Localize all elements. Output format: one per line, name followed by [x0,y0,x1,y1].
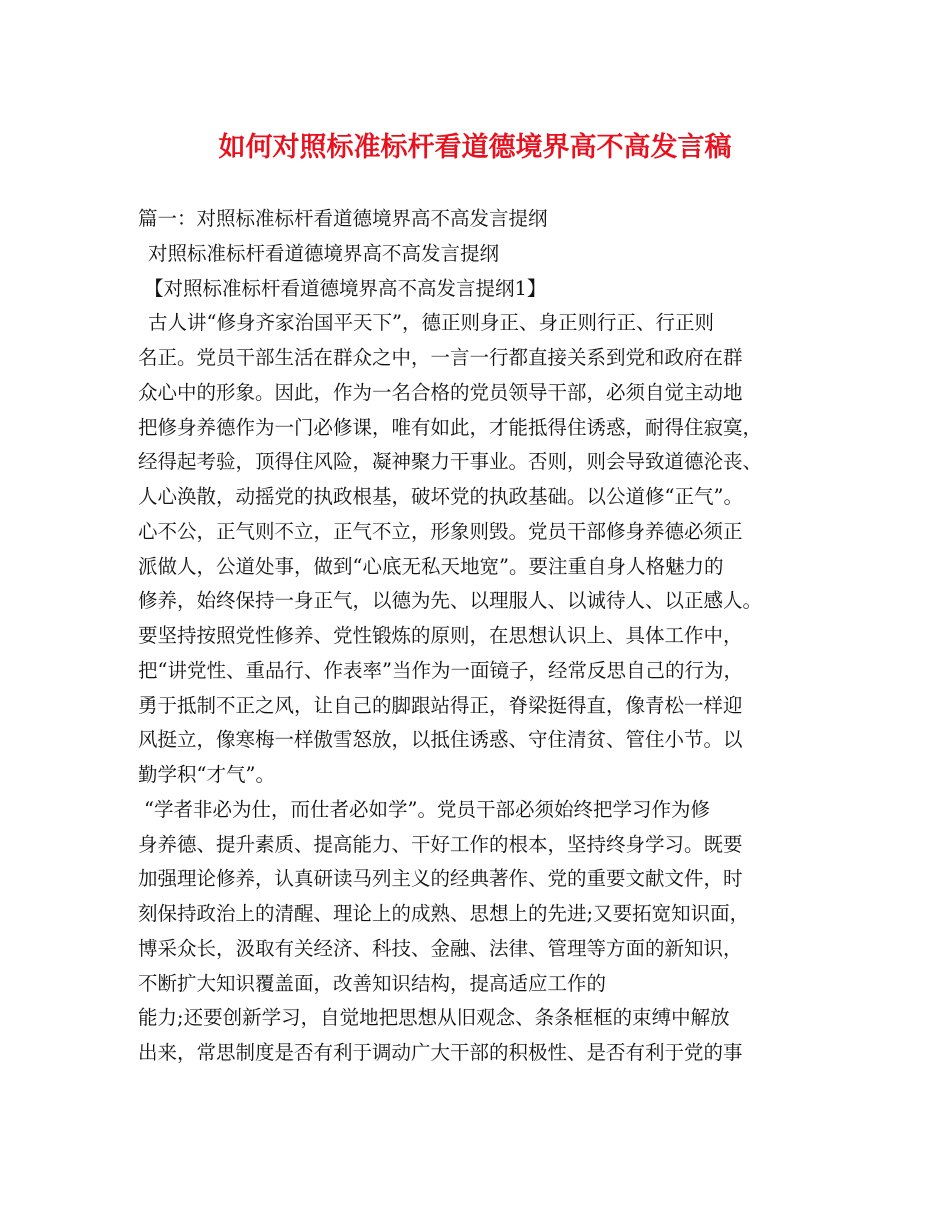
text-line: 加强理论修养，认真研读马列主义的经典著作、党的重要文献文件，时 [138,867,743,891]
text-line: 出来，常思制度是否有利于调动广大干部的积极性、是否有利于党的事 [138,1041,743,1064]
text-line: 博采众长，汲取有关经济、科技、金融、法律、管理等方面的新知识， [138,936,743,960]
text-line: 能力;还要创新学习，自觉地把思想从旧观念、条条框框的束缚中解放 [138,1006,730,1030]
text-line: “学者非必为仕，而仕者必如学”。党员干部必须始终把学习作为修 [144,797,710,821]
text-line: 对照标准标杆看道德境界高不高发言提纲 [148,241,500,265]
document-title: 如何对照标准标杆看道德境界高不高发言稿 [218,132,732,163]
text-line: 勇于抵制不正之风，让自己的脚跟站得正，脊梁挺得直，像青松一样迎 [138,693,743,717]
text-line: 篇一：对照标准标杆看道德境界高不高发言提纲 [138,207,548,230]
text-line: 古人讲“修身齐家治国平天下”，德正则身正、身正则行正、行正则 [148,311,714,335]
document-body [138,202,838,1071]
text-line: 不断扩大知识覆盖面，改善知识结构，提高适应工作的 [138,971,607,995]
text-line: 众心中的形象。因此，作为一名合格的党员领导干部，必须自觉主动地 [138,380,743,404]
text-line: 心不公，正气则不立，正气不立，形象则毁。党员干部修身养德必须正 [138,519,743,543]
text-line: 修养，始终保持一身正气，以德为先、以理服人、以诚待人、以正感人。 [138,589,763,613]
text-line: 经得起考验，顶得住风险，凝神聚力干事业。否则，则会导致道德沦丧、 [138,450,763,474]
text-line: 人心涣散，动摇党的执政根基，破坏党的执政基础。以公道修“正气”。 [138,485,743,508]
text-line: 风挺立，像寒梅一样傲雪怒放，以抵住诱惑、守住清贫、管住小节。以 [138,728,743,752]
text-line: 派做人，公道处事，做到“心底无私天地宽”。要注重自身人格魅力的 [138,554,724,578]
text-line: 【对照标准标杆看道德境界高不高发言提纲1】 [144,276,547,300]
text-line: 把“讲党性、重品行、作表率”当作为一面镜子，经常反思自己的行为， [138,658,743,682]
text-line: 刻保持政治上的清醒、理论上的成熟、思想上的先进;又要拓宽知识面， [138,902,750,925]
text-line: 勤学积“才气”。 [138,763,275,786]
text-line: 名正。党员干部生活在群众之中，一言一行都直接关系到党和政府在群 [138,346,743,369]
text-line: 要坚持按照党性修养、党性锻炼的原则，在思想认识上、具体工作中， [138,624,743,647]
text-line: 身养德、提升素质、提高能力、干好工作的根本，坚持终身学习。既要 [138,832,743,856]
text-line: 把修身养德作为一门必修课，唯有如此，才能抵得住诱惑，耐得住寂寞， [138,415,763,439]
